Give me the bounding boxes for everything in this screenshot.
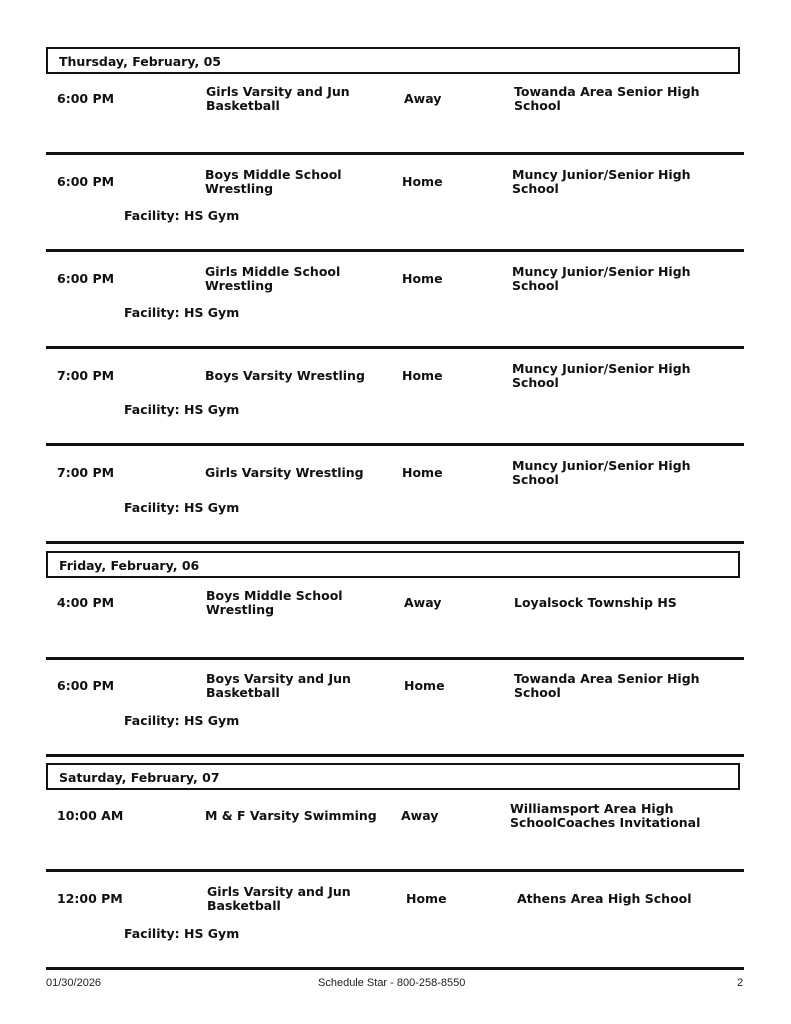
divider	[46, 657, 744, 660]
event-name: Boys Middle School Wrestling	[206, 588, 343, 617]
event-name: Girls Middle School Wrestling	[205, 264, 341, 293]
day-label: Friday, February, 06	[59, 558, 200, 573]
event-location: Away	[401, 808, 439, 823]
footer-date: 01/30/2026	[46, 977, 102, 989]
day-label: Thursday, February, 05	[59, 54, 221, 69]
event-location: Home	[402, 271, 443, 286]
event-opponent: Athens Area High School	[517, 891, 692, 906]
event-opponent: Muncy Junior/Senior High School	[512, 167, 691, 196]
event-name: Girls Varsity Wrestling	[205, 465, 364, 480]
event-location: Home	[404, 678, 445, 693]
event-name: M & F Varsity Swimming	[205, 808, 377, 823]
event-location: Away	[404, 91, 442, 106]
event-location: Away	[404, 595, 442, 610]
event-time: 7:00 PM	[57, 368, 115, 383]
event-name: Boys Varsity and Jun Basketball	[206, 671, 351, 700]
page-number: 2	[737, 977, 744, 989]
event-facility: Facility: HS Gym	[124, 926, 240, 941]
event-facility: Facility: HS Gym	[124, 208, 240, 223]
event-opponent: Muncy Junior/Senior High School	[512, 458, 691, 487]
divider	[46, 541, 744, 544]
divider	[46, 249, 744, 252]
event-location: Home	[402, 368, 443, 383]
divider	[46, 152, 744, 155]
event-time: 7:00 PM	[57, 465, 115, 480]
divider	[46, 967, 744, 970]
event-time: 6:00 PM	[57, 271, 115, 286]
event-facility: Facility: HS Gym	[124, 305, 240, 320]
event-location: Home	[406, 891, 447, 906]
event-opponent: Muncy Junior/Senior High School	[512, 361, 691, 390]
event-name: Boys Varsity Wrestling	[205, 368, 365, 383]
event-opponent: Williamsport Area High SchoolCoaches Invitational	[510, 801, 701, 830]
event-opponent: Towanda Area Senior High School	[514, 84, 700, 113]
event-opponent: Loyalsock Township HS	[514, 595, 677, 610]
event-name: Girls Varsity and Jun Basketball	[207, 884, 351, 913]
divider	[46, 443, 744, 446]
event-time: 4:00 PM	[57, 595, 115, 610]
day-header	[46, 763, 740, 790]
event-facility: Facility: HS Gym	[124, 713, 240, 728]
event-facility: Facility: HS Gym	[124, 500, 240, 515]
divider	[46, 754, 744, 757]
event-name: Boys Middle School Wrestling	[205, 167, 342, 196]
event-location: Home	[402, 465, 443, 480]
event-time: 6:00 PM	[57, 91, 115, 106]
event-opponent: Muncy Junior/Senior High School	[512, 264, 691, 293]
day-label: Saturday, February, 07	[59, 770, 220, 785]
event-time: 6:00 PM	[57, 678, 115, 693]
footer-center: Schedule Star - 800-258-8550	[318, 977, 466, 989]
event-location: Home	[402, 174, 443, 189]
divider	[46, 346, 744, 349]
event-time: 10:00 AM	[57, 808, 124, 823]
event-time: 6:00 PM	[57, 174, 115, 189]
event-opponent: Towanda Area Senior High School	[514, 671, 700, 700]
day-header	[46, 47, 740, 74]
day-header	[46, 551, 740, 578]
event-name: Girls Varsity and Jun Basketball	[206, 84, 350, 113]
divider	[46, 869, 744, 872]
event-time: 12:00 PM	[57, 891, 123, 906]
event-facility: Facility: HS Gym	[124, 402, 240, 417]
